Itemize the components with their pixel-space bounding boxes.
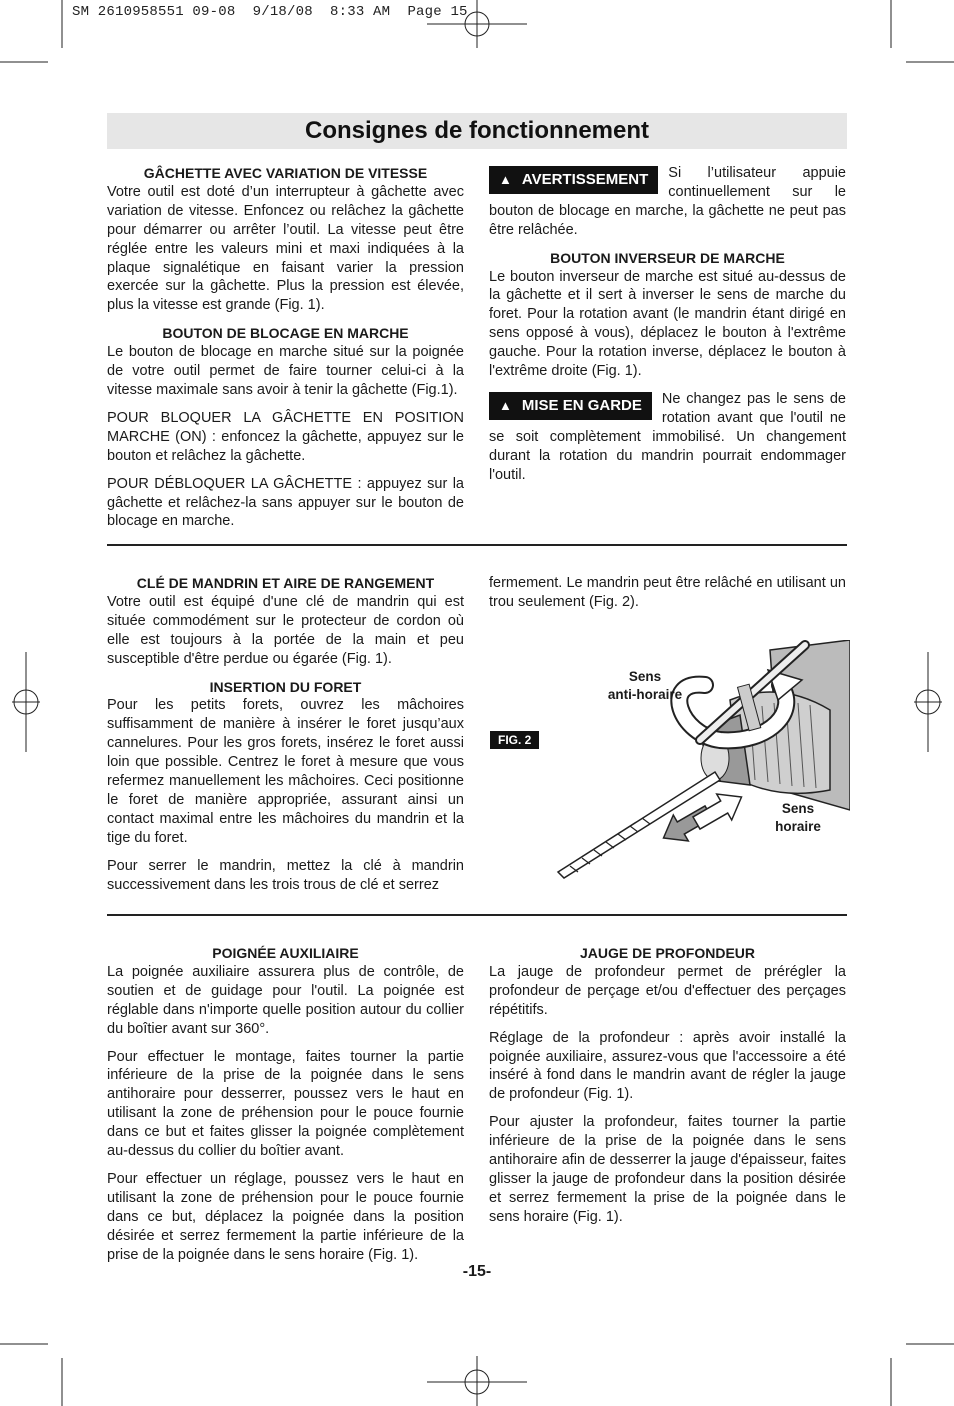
warning-label: AVERTISSEMENT <box>521 171 649 188</box>
depth-paragraph-3: Pour ajuster la profondeur, faites tourner la partie inférieure de la prise de la poignée dans le sens antihoraire afin de desserrer la jauge d'épaisseur, faites glisser la jauge de profondeur dans la position désirée et serrez fermement la prise de la poignée dans le sens horaire (Fig. 1). <box>489 1114 846 1225</box>
left-column-middle <box>107 574 464 904</box>
left-column-bottom <box>107 944 464 1274</box>
callout-clockwise <box>762 800 834 836</box>
page-title: Consignes de fonctionnement <box>304 117 649 144</box>
caution-body: Ne changez pas le sens de rotation avant que l'outil ne se soit complètement immobilisé. Un changement durant la rotation du mandrin pourrait endommager l'outil. <box>489 390 846 483</box>
caution-badge <box>489 392 652 420</box>
trigger-body: Votre outil est doté d’un interrupteur à gâchette avec variation de vitesse. Enfoncez ou relâchez la gâchette pour démarrer ou arrêter l’outil. La vitesse peut être réglée entre les valeurs mini et maxi indiquées à la plaque signalétique en faisant varier la pression exercée sur la gâchette. Plus la pression est élevée, plus la vitesse est grande (Fig. 1). <box>107 183 464 314</box>
right-column-top <box>489 164 846 494</box>
figure-label: FIG. 2 <box>490 731 539 749</box>
handle-paragraph-2: Pour effectuer le montage, faites tourner la partie inférieure de la prise de la poignée dans le sens antihoraire pour desserrer, poussez vers le haut en utilisant la zone de préhension pour le pouce fournie dans ce but et faites glisser la poignée complètement au-dessus du collier du boîtier avant. <box>107 1048 464 1160</box>
reverse-heading: BOUTON INVERSEUR DE MARCHE <box>550 249 785 266</box>
warning-triangle-icon: ▲ <box>499 172 512 187</box>
lock-paragraph-3: POUR DÉBLOQUER LA GÂCHETTE : appuyez sur la gâchette et relâchez-la sans appuyer sur le bouton de blocage en marche. <box>107 475 464 530</box>
insert-paragraph-2: Pour serrer le mandrin, mettez la clé à mandrin successivement dans les trois trous de clé et serrez <box>107 857 464 893</box>
print-slug: SM 2610958551 09-08 9/18/08 8:33 AM Page 15 <box>72 4 468 20</box>
insert-heading: INSERTION DU FORET <box>209 678 362 695</box>
right-column-bottom <box>489 944 846 1236</box>
section-divider-1 <box>107 544 847 546</box>
handle-heading: POIGNÉE AUXILIAIRE <box>212 945 359 961</box>
right-column-middle <box>489 574 846 621</box>
handle-paragraph-1: La poignée auxiliaire assurera plus de contrôle, de soutien et de guidage pour l'outil. La poignée est réglable dans n'importe quelle position autour du collier du boîtier avant sur 360°. <box>107 963 464 1037</box>
depth-paragraph-2: Réglage de la profondeur : après avoir installé la poignée auxiliaire, assurez-vous que l'accessoire a été inséré à fond dans le mandrin avant de régler la jauge de profondeur (Fig. 1). <box>489 1029 846 1103</box>
caution-triangle-icon: ▲ <box>499 397 512 413</box>
lock-paragraph-1: Le bouton de blocage en marche situé sur la poignée de votre outil permet de faire tourner celui-ci à la vitesse maximale sans avoir à tenir la gâchette (Fig.1). <box>107 344 464 398</box>
warning-badge <box>489 166 658 194</box>
cw-line-2: horaire <box>775 819 821 834</box>
insert-paragraph-1: Pour les petits forets, ouvrez les mâchoires suffisamment de manière à insérer le foret jusqu’aux cannelures. Pour les gros forets, insérez le foret aussi loin que possible. Centrez le foret à mesure que vous refermez manuellement les mâchoires. Ceci positionne le foret de manière appropriée, assurant ainsi un contact maximal entre les mâchoires du mandrin et la tige du foret. <box>107 697 464 846</box>
trigger-heading: GÂCHETTE AVEC VARIATION DE VITESSE <box>143 165 428 181</box>
left-column-top <box>107 164 464 540</box>
ccw-line-2: anti-horaire <box>607 687 683 702</box>
key-body: Votre outil est équipé d'une clé de mandrin qui est située commodément sur le protecteur de cordon où elle est toujours à la portée de la main et peu susceptible d'être perdue ou égarée (Fig. 1). <box>107 593 464 667</box>
handle-paragraph-3: Pour effectuer un réglage, poussez vers le haut en utilisant la zone de préhension pour le pouce fournie dans ce but, déplacez la poignée dans la position désirée et serrez fermement la partie inférieure de la prise de la poignée dans le sens horaire (Fig. 1). <box>107 1170 464 1263</box>
callout-counterclockwise <box>590 668 700 704</box>
cw-line-1: Sens <box>781 801 815 816</box>
lock-heading: BOUTON DE BLOCAGE EN MARCHE <box>162 325 409 342</box>
depth-paragraph-1: La jauge de profondeur permet de prérégler la profondeur de perçage et/ou d'effectuer des perçages répétitifs. <box>489 963 846 1018</box>
page-number: -15- <box>462 1263 492 1280</box>
lock-paragraph-2: POUR BLOQUER LA GÂCHETTE EN POSITION MARCHE (ON) : enfoncez la gâchette, appuyez sur le bouton et relâchez la gâchette. <box>107 409 464 464</box>
insert-continued: fermement. Le mandrin peut être relâché en utilisant un trou seulement (Fig. 2). <box>489 575 846 610</box>
key-heading: CLÉ DE MANDRIN ET AIRE DE RANGEMENT <box>136 575 435 591</box>
ccw-line-1: Sens <box>628 669 662 684</box>
caution-label: MISE EN GARDE <box>521 396 642 414</box>
section-divider-2 <box>107 914 847 916</box>
warning-body: Si l’utilisateur appuie continuellement sur le bouton de blocage en marche, la gâchette ne peut pas être relâchée. <box>489 165 846 238</box>
reverse-body: Le bouton inverseur de marche est situé au-dessus de la gâchette et il sert à inverser le sens de marche du foret. Pour la rotation avant (le mandrin étant dirigé en sens opposé à vous), déplacez le bouton à l'extrême gauche. Pour la rotation inverse, déplacez le bouton à l'extrême droite (Fig. 1). <box>489 268 846 380</box>
depth-heading: JAUGE DE PROFONDEUR <box>579 945 756 961</box>
